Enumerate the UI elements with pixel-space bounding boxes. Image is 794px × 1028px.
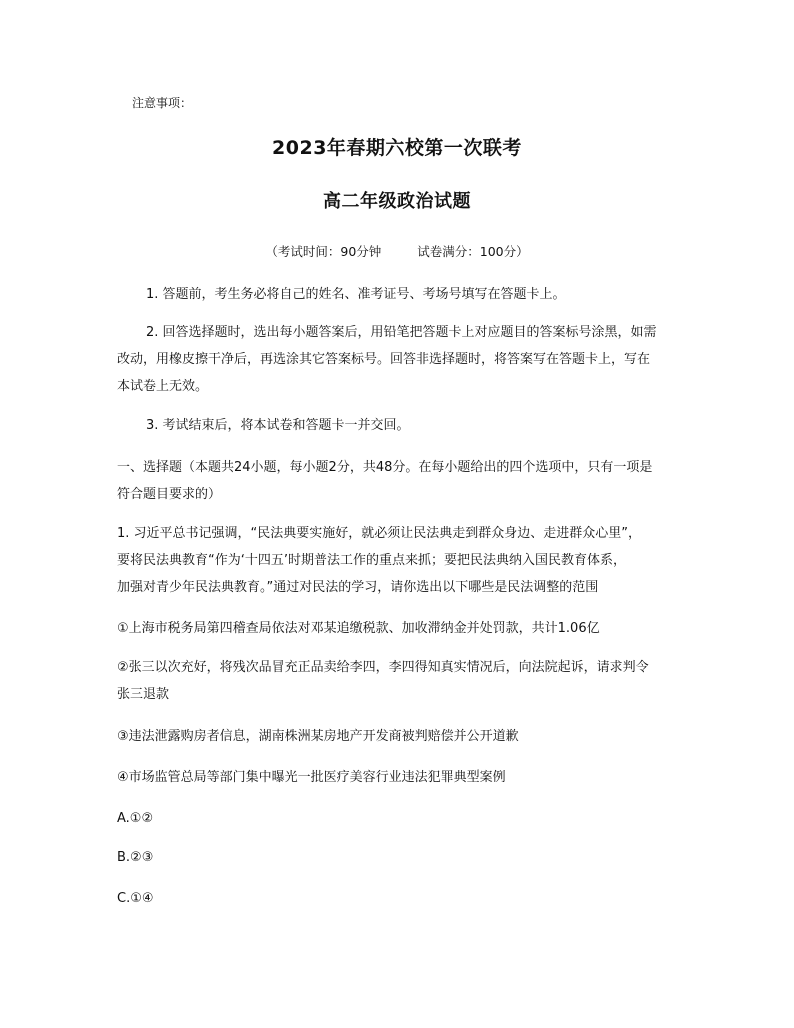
rule-3: 3. 考试结束后，将本试卷和答题卡一并交回。: [146, 418, 410, 433]
option-b: B.②③: [117, 850, 154, 865]
statement-2-line-2: 张三退款: [117, 687, 170, 702]
option-a: A.①②: [117, 811, 154, 826]
question-1-stem-line-3: 加强对青少年民法典教育。”通过对民法的学习，请你选出以下哪些是民法调整的范围: [117, 580, 599, 595]
question-1-stem-line-1: 1. 习近平总书记强调，“民法典要实施好，就必须让民法典走到群众身边、走进群众心里”，: [117, 526, 642, 541]
statement-2-line-1: ②张三以次充好，将残次品冒充正品卖给李四，李四得知真实情况后，向法院起诉，请求判令: [117, 660, 649, 675]
option-c: C.①④: [117, 891, 154, 906]
notice-label: 注意事项：: [132, 96, 193, 110]
statement-3: ③违法泄露购房者信息，湖南株洲某房地产开发商被判赔偿并公开道歉: [117, 729, 519, 744]
question-1-stem-line-2: 要将民法典教育“作为‘十四五’时期普法工作的重点来抓；要把民法典纳入国民教育体系，: [117, 553, 627, 568]
exam-title: 2023年春期六校第一次联考: [272, 137, 522, 159]
section-heading-line-1: 一、选择题（本题共24小题，每小题2分，共48分。在每小题给出的四个选项中，只有一项是: [117, 460, 653, 475]
section-heading-line-2: 符合题目要求的）: [117, 487, 222, 502]
statement-4: ④市场监管总局等部门集中曝光一批医疗美容行业违法犯罪典型案例: [117, 770, 506, 785]
exam-time-info: [0, 243, 794, 261]
exam-time: （考试时间：90分钟: [265, 244, 382, 259]
rule-2-line-3: 本试卷上无效。: [117, 379, 209, 394]
rule-2-line-1: 2. 回答选择题时，选出每小题答案后，用铅笔把答题卡上对应题目的答案标号涂黑，如需: [146, 325, 657, 340]
exam-subtitle: 高二年级政治试题: [323, 191, 471, 212]
statement-1: ①上海市税务局第四稽查局依法对邓某追缴税款、加收滞纳金并处罚款，共计1.06亿: [117, 621, 600, 636]
exam-score: 试卷满分：100分）: [417, 244, 529, 259]
rule-2-line-2: 改动，用橡皮擦干净后，再选涂其它答案标号。回答非选择题时，将答案写在答题卡上，写在: [117, 352, 651, 367]
rule-1: 1. 答题前，考生务必将自己的姓名、准考证号、考场号填写在答题卡上。: [146, 287, 566, 302]
